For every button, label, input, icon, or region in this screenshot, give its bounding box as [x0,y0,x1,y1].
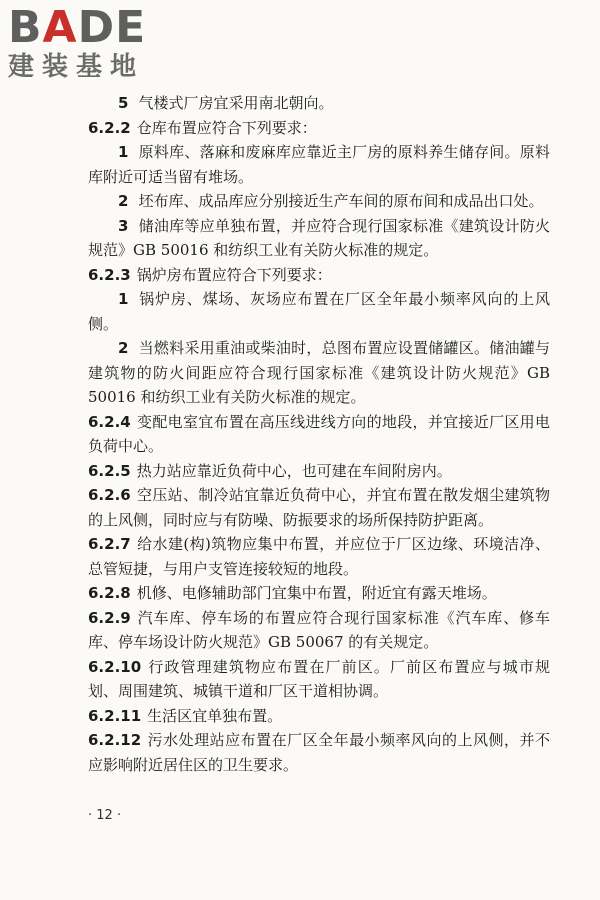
document-body [88,91,550,777]
item-number: 1 [118,290,129,308]
item-number: 2 [118,192,129,210]
clause-number: 6.2.11 [88,706,142,725]
item-number: 3 [118,216,129,235]
clause-paragraph [88,410,550,459]
item-paragraph [88,189,550,214]
clause-paragraph [88,704,550,729]
item-paragraph [88,336,550,410]
clause-paragraph [88,728,550,777]
clause-paragraph [88,483,550,532]
item-paragraph [88,287,550,336]
paragraph-text: 热力站应靠近负荷中心，也可建在车间附房内。 [136,461,452,480]
paragraph-text: 汽车库、停车场的布置应符合现行国家标准《汽车库、修车库、停车场设计防火规范》GB 50067 的有关规定。 [88,608,550,651]
page-number: · 12 · [88,808,122,823]
logo-mark [8,2,178,53]
item-paragraph [88,91,550,116]
paragraph-text: 锅炉房、煤场、灰场应布置在厂区全年最小频率风向的上风侧。 [88,290,550,333]
paragraph-text: 当燃料采用重油或柴油时，总图布置应设置储罐区。储油罐与建筑物的防火间距应符合现行国家标准《建筑设计防火规范》GB 50016 和纺织工业有关防火标准的规定。 [88,339,550,406]
item-number: 2 [118,339,129,357]
clause-paragraph [88,655,550,704]
clause-number: 6.2.8 [88,584,131,602]
paragraph-text: 气楼式厂房宜采用南北朝向。 [138,94,334,112]
logo-letter-accent: A [42,2,78,53]
paragraph-text: 仓库布置应符合下列要求： [136,118,317,137]
paragraph-text: 污水处理站应布置在厂区全年最小频率风向的上风侧，并不应影响附近居住区的卫生要求。 [88,731,550,774]
paragraph-text: 储油库等应单独布置，并应符合现行国家标准《建筑设计防火规范》GB 50016 和纺织工业有关防火标准的规定。 [88,216,550,259]
clause-number: 6.2.4 [88,412,131,431]
logo-letters-right: DE [77,2,147,53]
logo-subtitle: 建装基地 [8,52,145,82]
item-number: 1 [118,143,129,161]
item-paragraph [88,140,550,189]
clause-paragraph [88,532,550,581]
paragraph-text: 锅炉房布置应符合下列要求： [136,265,332,284]
logo-letters-left: B [8,2,43,53]
paragraph-text: 机修、电修辅助部门宜集中布置，附近宜有露天堆场。 [136,584,497,602]
clause-paragraph [88,263,550,288]
item-paragraph [88,214,550,263]
bade-logo [8,2,178,86]
clause-number: 6.2.6 [88,486,131,504]
paragraph-text: 给水建(构)筑物应集中布置，并应位于厂区边缘、环境洁净、总管短捷，与用户支管连接较短的地段。 [88,535,550,578]
paragraph-text: 变配电室宜布置在高压线进线方向的地段，并宜接近厂区用电负荷中心。 [88,412,550,455]
paragraph-text: 空压站、制冷站宜靠近负荷中心，并宜布置在散发烟尘建筑物的上风侧，同时应与有防噪、防振要求的场所保持防护距离。 [88,486,550,529]
clause-paragraph [88,116,550,141]
paragraph-text: 原料库、落麻和废麻库应靠近主厂房的原料养生储存间。原料库附近可适当留有堆场。 [88,143,550,186]
clause-number: 6.2.12 [88,731,142,749]
clause-paragraph [88,581,550,606]
paragraph-text: 坯布库、成品库应分别接近生产车间的原布间和成品出口处。 [138,192,544,210]
clause-number: 6.2.5 [88,461,131,480]
paragraph-text: 行政管理建筑物应布置在厂前区。厂前区布置应与城市规划、周围建筑、城镇干道和厂区干道相协调。 [88,657,550,700]
paragraph-text: 生活区宜单独布置。 [147,706,283,725]
clause-number: 6.2.2 [88,118,131,137]
clause-number: 6.2.3 [88,265,131,284]
clause-number: 6.2.7 [88,535,131,553]
clause-number: 6.2.10 [88,657,142,676]
clause-number: 6.2.9 [88,608,131,627]
clause-paragraph [88,606,550,655]
item-number: 5 [118,94,129,112]
clause-paragraph [88,459,550,484]
